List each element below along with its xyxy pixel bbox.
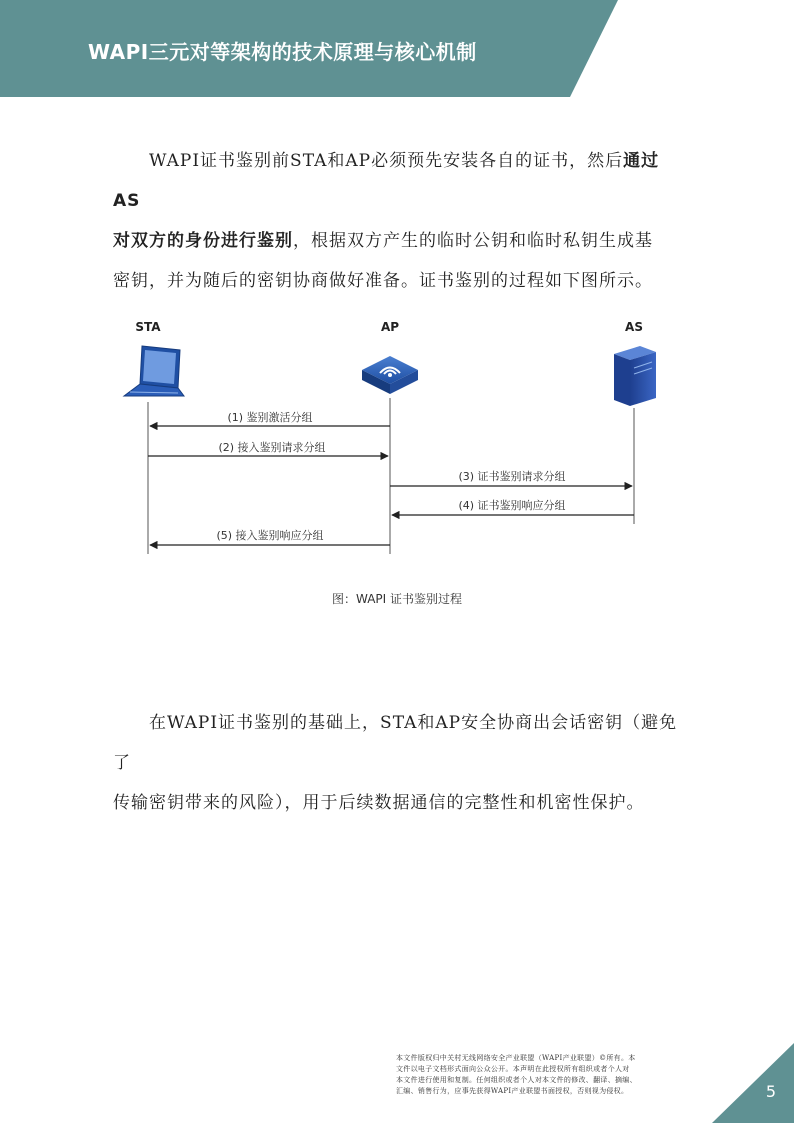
message-label-5: (5) 接入鉴别响应分组: [216, 529, 324, 542]
intro-text-3: 密钥，并为随后的密钥协商做好准备。证书鉴别的过程如下图所示。: [113, 271, 653, 291]
laptop-icon: [124, 346, 184, 396]
intro-bold-1: 通过AS: [113, 151, 660, 211]
copyright-line: 文件以电子文档形式面向公众公开。本声明在此授权所有组织或者个人对: [396, 1065, 630, 1073]
message-label-3: (3) 证书鉴别请求分组: [458, 470, 566, 483]
message-label-1: (1) 鉴别激活分组: [227, 411, 313, 424]
node-label-sta: STA: [135, 320, 161, 334]
message-label-2: (2) 接入鉴别请求分组: [218, 441, 326, 454]
copyright-line: 汇编、销售行为，应事先获得WAPI产业联盟书面授权，否则视为侵权。: [396, 1087, 629, 1095]
copyright-line: 本文件进行使用和复制。任何组织或者个人对本文件的修改、翻译、摘编、: [396, 1076, 637, 1084]
node-label-ap: AP: [380, 320, 400, 334]
session-text-2: 传输密钥带来的风险），用于后续数据通信的完整性和机密性保护。: [113, 793, 645, 813]
page-title: WAPI三元对等架构的技术原理与核心机制: [88, 40, 477, 64]
node-label-as: AS: [625, 320, 643, 334]
session-text-1: 在WAPI证书鉴别的基础上，STA和AP安全协商出会话密钥（避免了: [113, 713, 678, 773]
intro-text-1: WAPI证书鉴别前STA和AP必须预先安装各自的证书，然后: [149, 151, 624, 171]
wireless-access-point-icon: [362, 356, 418, 394]
figure-caption: 图：WAPI 证书鉴别过程: [331, 592, 462, 606]
session-key-paragraph: [113, 703, 685, 823]
page-number: 5: [765, 1082, 777, 1101]
server-icon: [614, 346, 656, 406]
intro-bold-2: 对双方的身份进行鉴别: [113, 231, 293, 251]
message-label-4: (4) 证书鉴别响应分组: [458, 499, 566, 512]
copyright-line: 本文件版权归中关村无线网络安全产业联盟（WAPI产业联盟）©所有。本: [396, 1054, 636, 1062]
intro-paragraph: [113, 141, 685, 301]
copyright-notice: [396, 1053, 708, 1097]
certificate-authentication-diagram: [110, 310, 690, 570]
intro-text-2: ，根据双方产生的临时公钥和临时私钥生成基: [293, 231, 653, 251]
